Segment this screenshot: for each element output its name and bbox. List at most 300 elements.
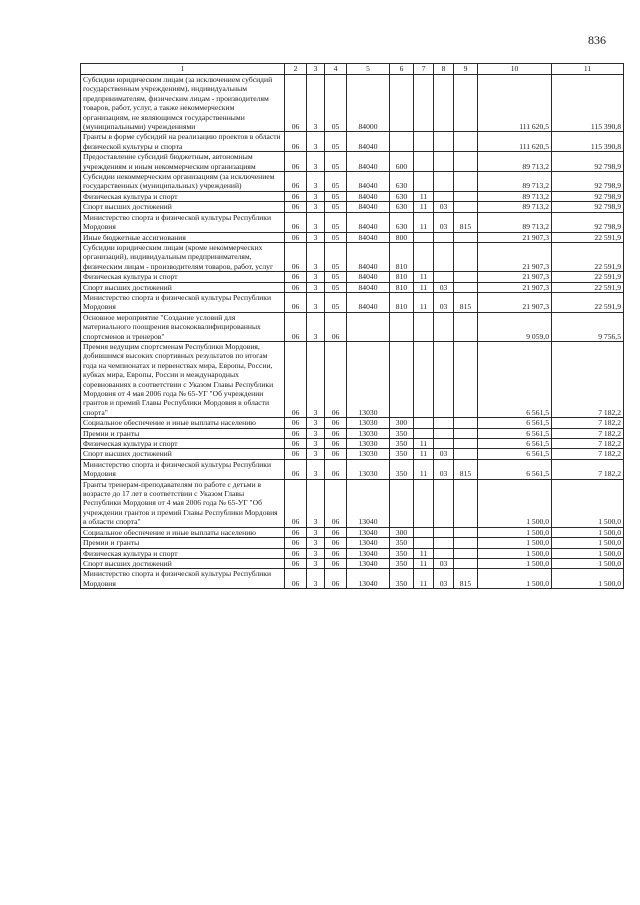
amount-cell: 1 500,0 xyxy=(478,538,552,548)
code-cell: 06 xyxy=(285,548,307,558)
amount-cell: 1 500,0 xyxy=(478,558,552,568)
code-cell xyxy=(414,75,434,132)
row-name-cell: Социальное обеспечение и иные выплаты населению xyxy=(81,418,285,428)
amount-cell: 22 591,9 xyxy=(552,282,624,292)
amount-cell: 6 561,5 xyxy=(478,418,552,428)
amount-cell: 115 390,8 xyxy=(552,75,624,132)
code-cell xyxy=(454,152,478,172)
code-cell: 06 xyxy=(325,439,347,449)
code-cell: 350 xyxy=(390,459,414,479)
code-cell xyxy=(454,312,478,341)
table-row xyxy=(81,449,624,459)
amount-cell: 9 756,5 xyxy=(552,312,624,341)
code-cell: 350 xyxy=(390,548,414,558)
code-cell: 13040 xyxy=(347,569,390,589)
code-cell xyxy=(454,548,478,558)
code-cell xyxy=(414,312,434,341)
code-cell: 3 xyxy=(307,212,325,232)
code-cell: 350 xyxy=(390,449,414,459)
code-cell: 3 xyxy=(307,428,325,438)
code-cell: 3 xyxy=(307,439,325,449)
amount-cell: 1 500,0 xyxy=(478,548,552,558)
code-cell: 3 xyxy=(307,479,325,527)
column-header: 1 xyxy=(81,64,285,75)
code-cell: 06 xyxy=(325,459,347,479)
amount-cell: 21 907,3 xyxy=(478,272,552,282)
amount-cell: 89 713,2 xyxy=(478,202,552,212)
code-cell: 06 xyxy=(285,341,307,417)
code-cell xyxy=(434,242,454,271)
code-cell: 630 xyxy=(390,212,414,232)
code-cell: 13040 xyxy=(347,558,390,568)
row-name-cell: Гранты в форме субсидий на реализацию проектов в области физической культуры и спорта xyxy=(81,132,285,152)
code-cell xyxy=(434,428,454,438)
code-cell: 06 xyxy=(325,558,347,568)
row-name-cell: Субсидии некоммерческим организациям (за исключением государственных (муниципальных) учреждений) xyxy=(81,172,285,192)
table-row xyxy=(81,548,624,558)
code-cell: 06 xyxy=(285,538,307,548)
code-cell xyxy=(454,242,478,271)
amount-cell: 9 059,0 xyxy=(478,312,552,341)
table-row xyxy=(81,569,624,589)
code-cell: 06 xyxy=(285,479,307,527)
code-cell: 06 xyxy=(285,558,307,568)
amount-cell: 89 713,2 xyxy=(478,212,552,232)
amount-cell: 89 713,2 xyxy=(478,191,552,201)
code-cell: 06 xyxy=(285,569,307,589)
code-cell xyxy=(414,242,434,271)
code-cell: 350 xyxy=(390,439,414,449)
code-cell xyxy=(434,312,454,341)
code-cell: 03 xyxy=(434,459,454,479)
code-cell xyxy=(414,527,434,537)
code-cell: 810 xyxy=(390,242,414,271)
row-name-cell: Предоставление субсидий бюджетным, автономным учреждениям и иным некоммерческим организациям xyxy=(81,152,285,172)
row-name-cell: Спорт высших достижений xyxy=(81,449,285,459)
code-cell: 810 xyxy=(390,272,414,282)
code-cell: 11 xyxy=(414,449,434,459)
code-cell xyxy=(414,172,434,192)
code-cell: 13030 xyxy=(347,459,390,479)
table-row xyxy=(81,172,624,192)
column-header: 2 xyxy=(285,64,307,75)
code-cell: 13030 xyxy=(347,449,390,459)
column-header: 8 xyxy=(434,64,454,75)
row-name-cell: Министерство спорта и физической культуры Республики Мордовия xyxy=(81,569,285,589)
code-cell xyxy=(434,418,454,428)
code-cell: 3 xyxy=(307,75,325,132)
code-cell: 05 xyxy=(325,202,347,212)
code-cell: 3 xyxy=(307,341,325,417)
table-row xyxy=(81,428,624,438)
code-cell: 06 xyxy=(285,449,307,459)
code-cell xyxy=(390,312,414,341)
code-cell: 13040 xyxy=(347,479,390,527)
code-cell: 06 xyxy=(325,418,347,428)
amount-cell: 1 500,0 xyxy=(478,479,552,527)
code-cell xyxy=(454,428,478,438)
code-cell xyxy=(454,202,478,212)
code-cell: 350 xyxy=(390,538,414,548)
code-cell: 84040 xyxy=(347,232,390,242)
code-cell xyxy=(434,172,454,192)
row-name-cell: Иные бюджетные ассигнования xyxy=(81,232,285,242)
code-cell: 3 xyxy=(307,292,325,312)
amount-cell: 92 798,9 xyxy=(552,212,624,232)
amount-cell: 7 182,2 xyxy=(552,428,624,438)
row-name-cell: Спорт высших достижений xyxy=(81,282,285,292)
row-name-cell: Основное мероприятие "Создание условий для материального поощрения высококвалифицированных спортсменов и тренеров" xyxy=(81,312,285,341)
code-cell xyxy=(434,548,454,558)
row-name-cell: Субсидии юридическим лицам (кроме некоммерческих организаций), индивидуальным предпринимателям, физическим лицам - производителям товаров, работ, услуг xyxy=(81,242,285,271)
code-cell: 06 xyxy=(325,527,347,537)
amount-cell: 1 500,0 xyxy=(552,527,624,537)
code-cell: 13030 xyxy=(347,418,390,428)
code-cell xyxy=(414,132,434,152)
code-cell: 3 xyxy=(307,232,325,242)
amount-cell: 115 390,8 xyxy=(552,132,624,152)
code-cell xyxy=(454,172,478,192)
code-cell: 06 xyxy=(285,191,307,201)
table-row xyxy=(81,232,624,242)
code-cell: 06 xyxy=(285,459,307,479)
code-cell: 84000 xyxy=(347,75,390,132)
table-row xyxy=(81,75,624,132)
code-cell: 11 xyxy=(414,282,434,292)
code-cell: 3 xyxy=(307,172,325,192)
table-row xyxy=(81,132,624,152)
code-cell: 630 xyxy=(390,172,414,192)
column-header: 4 xyxy=(325,64,347,75)
code-cell: 84040 xyxy=(347,292,390,312)
code-cell: 13030 xyxy=(347,341,390,417)
amount-cell: 89 713,2 xyxy=(478,152,552,172)
amount-cell: 6 561,5 xyxy=(478,439,552,449)
code-cell: 350 xyxy=(390,569,414,589)
code-cell: 84040 xyxy=(347,191,390,201)
table-row xyxy=(81,312,624,341)
code-cell: 03 xyxy=(434,212,454,232)
row-name-cell: Министерство спорта и физической культуры Республики Мордовия xyxy=(81,459,285,479)
code-cell: 06 xyxy=(325,341,347,417)
code-cell: 03 xyxy=(434,569,454,589)
code-cell: 06 xyxy=(285,212,307,232)
code-cell: 05 xyxy=(325,212,347,232)
code-cell xyxy=(454,449,478,459)
code-cell: 05 xyxy=(325,282,347,292)
code-cell: 13040 xyxy=(347,548,390,558)
amount-cell: 7 182,2 xyxy=(552,459,624,479)
column-header: 10 xyxy=(478,64,552,75)
table-row xyxy=(81,527,624,537)
column-header: 7 xyxy=(414,64,434,75)
code-cell xyxy=(414,538,434,548)
code-cell: 11 xyxy=(414,212,434,232)
code-cell: 84040 xyxy=(347,282,390,292)
code-cell: 06 xyxy=(285,439,307,449)
code-cell: 06 xyxy=(325,449,347,459)
amount-cell: 21 907,3 xyxy=(478,242,552,271)
code-cell: 3 xyxy=(307,282,325,292)
code-cell: 06 xyxy=(325,548,347,558)
code-cell: 3 xyxy=(307,312,325,341)
code-cell: 800 xyxy=(390,232,414,242)
code-cell: 84040 xyxy=(347,172,390,192)
code-cell xyxy=(434,152,454,172)
amount-cell: 1 500,0 xyxy=(552,548,624,558)
code-cell: 11 xyxy=(414,202,434,212)
amount-cell: 1 500,0 xyxy=(552,479,624,527)
code-cell: 815 xyxy=(454,459,478,479)
code-cell: 3 xyxy=(307,527,325,537)
code-cell: 05 xyxy=(325,292,347,312)
code-cell xyxy=(434,232,454,242)
amount-cell: 92 798,9 xyxy=(552,191,624,201)
code-cell: 06 xyxy=(325,428,347,438)
code-cell: 05 xyxy=(325,242,347,271)
amount-cell: 7 182,2 xyxy=(552,341,624,417)
code-cell xyxy=(454,232,478,242)
code-cell xyxy=(454,132,478,152)
amount-cell: 7 182,2 xyxy=(552,449,624,459)
code-cell: 06 xyxy=(285,202,307,212)
row-name-cell: Премии и гранты xyxy=(81,538,285,548)
row-name-cell: Министерство спорта и физической культуры Республики Мордовия xyxy=(81,212,285,232)
code-cell xyxy=(390,132,414,152)
code-cell: 300 xyxy=(390,527,414,537)
amount-cell: 6 561,5 xyxy=(478,449,552,459)
amount-cell: 92 798,9 xyxy=(552,152,624,172)
code-cell: 13030 xyxy=(347,428,390,438)
code-cell: 06 xyxy=(285,418,307,428)
code-cell: 810 xyxy=(390,292,414,312)
column-header: 11 xyxy=(552,64,624,75)
code-cell: 03 xyxy=(434,292,454,312)
code-cell xyxy=(390,75,414,132)
code-cell xyxy=(434,341,454,417)
code-cell: 815 xyxy=(454,292,478,312)
amount-cell: 22 591,9 xyxy=(552,272,624,282)
code-cell: 03 xyxy=(434,449,454,459)
code-cell: 06 xyxy=(325,569,347,589)
code-cell: 06 xyxy=(285,428,307,438)
code-cell xyxy=(434,132,454,152)
code-cell: 3 xyxy=(307,538,325,548)
code-cell: 05 xyxy=(325,232,347,242)
amount-cell: 22 591,9 xyxy=(552,242,624,271)
code-cell: 630 xyxy=(390,202,414,212)
code-cell: 06 xyxy=(285,132,307,152)
code-cell xyxy=(454,558,478,568)
code-cell: 300 xyxy=(390,418,414,428)
code-cell: 06 xyxy=(285,282,307,292)
code-cell: 11 xyxy=(414,439,434,449)
code-cell xyxy=(434,527,454,537)
amount-cell: 89 713,2 xyxy=(478,172,552,192)
table-row xyxy=(81,272,624,282)
code-cell: 06 xyxy=(285,75,307,132)
row-name-cell: Спорт высших достижений xyxy=(81,202,285,212)
code-cell: 11 xyxy=(414,272,434,282)
code-cell xyxy=(434,75,454,132)
code-cell: 06 xyxy=(285,172,307,192)
code-cell: 05 xyxy=(325,191,347,201)
code-cell xyxy=(454,538,478,548)
table-row xyxy=(81,341,624,417)
code-cell xyxy=(414,152,434,172)
code-cell: 11 xyxy=(414,569,434,589)
code-cell: 06 xyxy=(285,292,307,312)
code-cell: 05 xyxy=(325,172,347,192)
code-cell: 05 xyxy=(325,75,347,132)
code-cell: 84040 xyxy=(347,132,390,152)
amount-cell: 6 561,5 xyxy=(478,428,552,438)
amount-cell: 6 561,5 xyxy=(478,341,552,417)
code-cell: 06 xyxy=(285,232,307,242)
code-cell: 06 xyxy=(285,272,307,282)
code-cell: 06 xyxy=(325,538,347,548)
code-cell: 3 xyxy=(307,459,325,479)
code-cell xyxy=(454,527,478,537)
amount-cell: 1 500,0 xyxy=(552,538,624,548)
table-row xyxy=(81,459,624,479)
code-cell: 03 xyxy=(434,202,454,212)
table-row xyxy=(81,418,624,428)
row-name-cell: Премии и гранты xyxy=(81,428,285,438)
code-cell: 13040 xyxy=(347,527,390,537)
column-header: 9 xyxy=(454,64,478,75)
table-row xyxy=(81,538,624,548)
code-cell: 11 xyxy=(414,459,434,479)
code-cell: 350 xyxy=(390,428,414,438)
amount-cell: 1 500,0 xyxy=(552,569,624,589)
row-name-cell: Физическая культура и спорт xyxy=(81,191,285,201)
column-header: 5 xyxy=(347,64,390,75)
code-cell xyxy=(434,479,454,527)
code-cell: 03 xyxy=(434,282,454,292)
code-cell xyxy=(414,428,434,438)
row-name-cell: Физическая культура и спорт xyxy=(81,439,285,449)
table-row xyxy=(81,558,624,568)
code-cell: 350 xyxy=(390,558,414,568)
amount-cell: 7 182,2 xyxy=(552,439,624,449)
code-cell: 3 xyxy=(307,558,325,568)
amount-cell: 92 798,9 xyxy=(552,202,624,212)
table-row xyxy=(81,439,624,449)
code-cell: 11 xyxy=(414,191,434,201)
code-cell xyxy=(390,479,414,527)
table-row xyxy=(81,292,624,312)
code-cell xyxy=(454,479,478,527)
table-row xyxy=(81,242,624,271)
code-cell xyxy=(414,418,434,428)
code-cell: 06 xyxy=(285,242,307,271)
code-cell: 13040 xyxy=(347,538,390,548)
code-cell xyxy=(390,341,414,417)
amount-cell: 92 798,9 xyxy=(552,172,624,192)
code-cell: 11 xyxy=(414,558,434,568)
row-name-cell: Социальное обеспечение и иные выплаты населению xyxy=(81,527,285,537)
code-cell: 3 xyxy=(307,418,325,428)
code-cell: 05 xyxy=(325,152,347,172)
table-row xyxy=(81,191,624,201)
amount-cell: 1 500,0 xyxy=(552,558,624,568)
code-cell: 06 xyxy=(325,479,347,527)
code-cell: 3 xyxy=(307,152,325,172)
code-cell: 3 xyxy=(307,548,325,558)
code-cell xyxy=(414,479,434,527)
page-number: 836 xyxy=(588,33,606,47)
code-cell: 06 xyxy=(285,312,307,341)
code-cell: 3 xyxy=(307,191,325,201)
code-cell xyxy=(434,439,454,449)
code-cell xyxy=(414,341,434,417)
code-cell xyxy=(454,75,478,132)
amount-cell: 21 907,3 xyxy=(478,232,552,242)
code-cell xyxy=(414,232,434,242)
row-name-cell: Физическая культура и спорт xyxy=(81,548,285,558)
amount-cell: 7 182,2 xyxy=(552,418,624,428)
code-cell xyxy=(454,191,478,201)
table-row xyxy=(81,152,624,172)
row-name-cell: Спорт высших достижений xyxy=(81,558,285,568)
code-cell: 06 xyxy=(285,527,307,537)
code-cell: 06 xyxy=(285,152,307,172)
column-header: 6 xyxy=(390,64,414,75)
table-row xyxy=(81,202,624,212)
code-cell: 630 xyxy=(390,191,414,201)
row-name-cell: Физическая культура и спорт xyxy=(81,272,285,282)
row-name-cell: Министерство спорта и физической культуры Республики Мордовия xyxy=(81,292,285,312)
code-cell: 3 xyxy=(307,202,325,212)
amount-cell: 111 620,5 xyxy=(478,75,552,132)
code-cell: 3 xyxy=(307,569,325,589)
code-cell: 84040 xyxy=(347,212,390,232)
code-cell xyxy=(434,538,454,548)
code-cell: 13030 xyxy=(347,439,390,449)
amount-cell: 1 500,0 xyxy=(478,569,552,589)
code-cell: 11 xyxy=(414,548,434,558)
amount-cell: 1 500,0 xyxy=(478,527,552,537)
header-row xyxy=(81,64,624,75)
code-cell: 3 xyxy=(307,242,325,271)
code-cell xyxy=(434,272,454,282)
table-row xyxy=(81,212,624,232)
code-cell xyxy=(454,418,478,428)
code-cell: 11 xyxy=(414,292,434,312)
amount-cell: 22 591,9 xyxy=(552,292,624,312)
code-cell: 815 xyxy=(454,569,478,589)
code-cell: 05 xyxy=(325,272,347,282)
code-cell: 06 xyxy=(325,312,347,341)
code-cell: 03 xyxy=(434,558,454,568)
budget-table xyxy=(80,63,624,589)
code-cell xyxy=(454,439,478,449)
code-cell xyxy=(347,312,390,341)
code-cell: 3 xyxy=(307,132,325,152)
code-cell: 3 xyxy=(307,449,325,459)
row-name-cell: Гранты тренерам-преподавателям по работе с детьми в возрасте до 17 лет в соответствии с Указом Главы Республики Мордовия от 4 мая 2006 года № 65-УГ "Об учреждении грантов и премий Главы Республики Мордовия в области спорта" xyxy=(81,479,285,527)
code-cell xyxy=(434,191,454,201)
code-cell xyxy=(454,272,478,282)
amount-cell: 21 907,3 xyxy=(478,282,552,292)
code-cell xyxy=(454,282,478,292)
code-cell: 815 xyxy=(454,212,478,232)
code-cell: 810 xyxy=(390,282,414,292)
code-cell: 84040 xyxy=(347,202,390,212)
amount-cell: 111 620,5 xyxy=(478,132,552,152)
row-name-cell: Премия ведущим спортсменам Республики Мордовия, добившимся высоких спортивных результатов по итогам года на чемпионатах и первенствах мира, Европы, России, кубках мира, Европы, России и международных соревнованиях в соответствии с Указом Главы Республики Мордовия от 4 мая 2006 года № 65-УГ "Об учреждении грантов и премий Главы Республики Мордовия в области спорта" xyxy=(81,341,285,417)
